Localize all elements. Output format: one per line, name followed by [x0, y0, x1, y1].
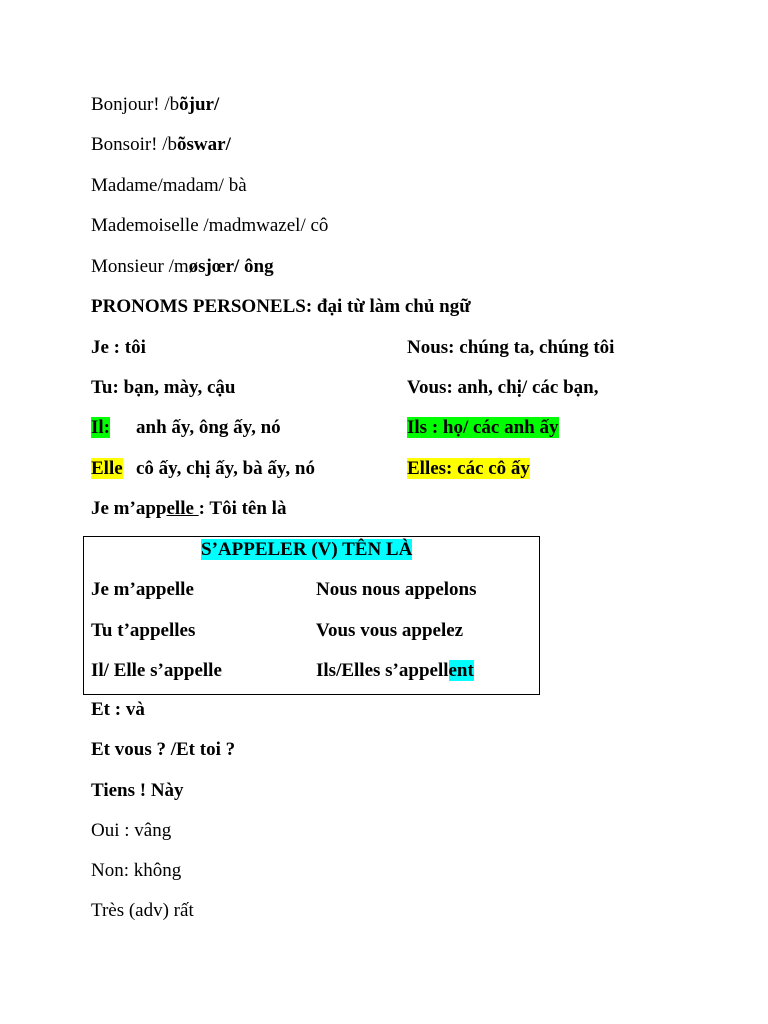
- greeting-bonsoir: [91, 134, 231, 156]
- vocab-oui: Oui : vâng: [91, 820, 172, 841]
- conj-ils-prefix: Ils/Elles s’appell: [316, 660, 449, 681]
- conj-nous: Nous nous appelons: [316, 579, 477, 600]
- pronoun-il-label: Il:: [91, 417, 110, 438]
- pronoun-elle: [91, 458, 123, 480]
- mappelle-prefix: Je m’app: [91, 498, 167, 519]
- vocab-tiens: Tiens ! Này: [91, 780, 184, 801]
- conj-tu: Tu t’appelles: [91, 620, 196, 641]
- je-mappelle-line: [91, 498, 286, 520]
- conj-ils-ending: ent: [448, 660, 474, 681]
- pronoun-elles: [407, 458, 530, 480]
- mappelle-underlined: elle: [166, 498, 199, 519]
- pronoun-ils-text: Ils : họ/ các anh ấy: [407, 417, 559, 438]
- monsieur-word: Monsieur /m: [91, 256, 189, 277]
- vocab-et: Et : và: [91, 699, 145, 720]
- conjugation-title: [201, 539, 412, 561]
- conj-il-elle: Il/ Elle s’appelle: [91, 660, 222, 681]
- pronoun-elle-label: Elle: [91, 458, 123, 479]
- bonsoir-phonetic: õswar/: [177, 134, 231, 155]
- pronoun-nous: Nous: chúng ta, chúng tôi: [407, 337, 615, 358]
- greeting-mademoiselle: Mademoiselle /madmwazel/ cô: [91, 215, 329, 236]
- conjugation-table: [83, 536, 540, 695]
- pronoun-tu: Tu: bạn, mày, cậu: [91, 377, 236, 398]
- bonsoir-word: Bonsoir! /b: [91, 134, 178, 155]
- greeting-bonjour: [91, 94, 219, 116]
- mappelle-suffix: : Tôi tên là: [198, 498, 287, 519]
- pronoun-il-meaning: anh ấy, ông ấy, nó: [136, 417, 281, 438]
- pronoun-ils: [407, 417, 559, 439]
- monsieur-phonetic: øsjœr/ ông: [188, 256, 274, 277]
- conjugation-title-text: S’APPELER (V) TÊN LÀ: [201, 539, 413, 560]
- pronoun-il: [91, 417, 110, 439]
- pronoun-elles-text: Elles: các cô ấy: [407, 458, 530, 479]
- greeting-monsieur: [91, 256, 274, 278]
- pronoun-elle-meaning: cô ấy, chị ấy, bà ấy, nó: [136, 458, 315, 479]
- vocab-non: Non: không: [91, 860, 182, 881]
- vocab-et-vous: Et vous ? /Et toi ?: [91, 739, 236, 760]
- pronoun-je: Je : tôi: [91, 337, 146, 358]
- pronouns-heading: PRONOMS PERSONELS: đại từ làm chủ ngữ: [91, 296, 471, 317]
- greeting-madame: Madame/madam/ bà: [91, 175, 247, 196]
- vocab-tres: Très (adv) rất: [91, 900, 194, 921]
- bonjour-word: Bonjour! /b: [91, 94, 180, 115]
- pronoun-vous: Vous: anh, chị/ các bạn,: [407, 377, 599, 398]
- conj-je: Je m’appelle: [91, 579, 194, 600]
- bonjour-phonetic: õjur/: [179, 94, 220, 115]
- conj-ils-elles: [316, 660, 474, 682]
- conj-vous: Vous vous appelez: [316, 620, 464, 641]
